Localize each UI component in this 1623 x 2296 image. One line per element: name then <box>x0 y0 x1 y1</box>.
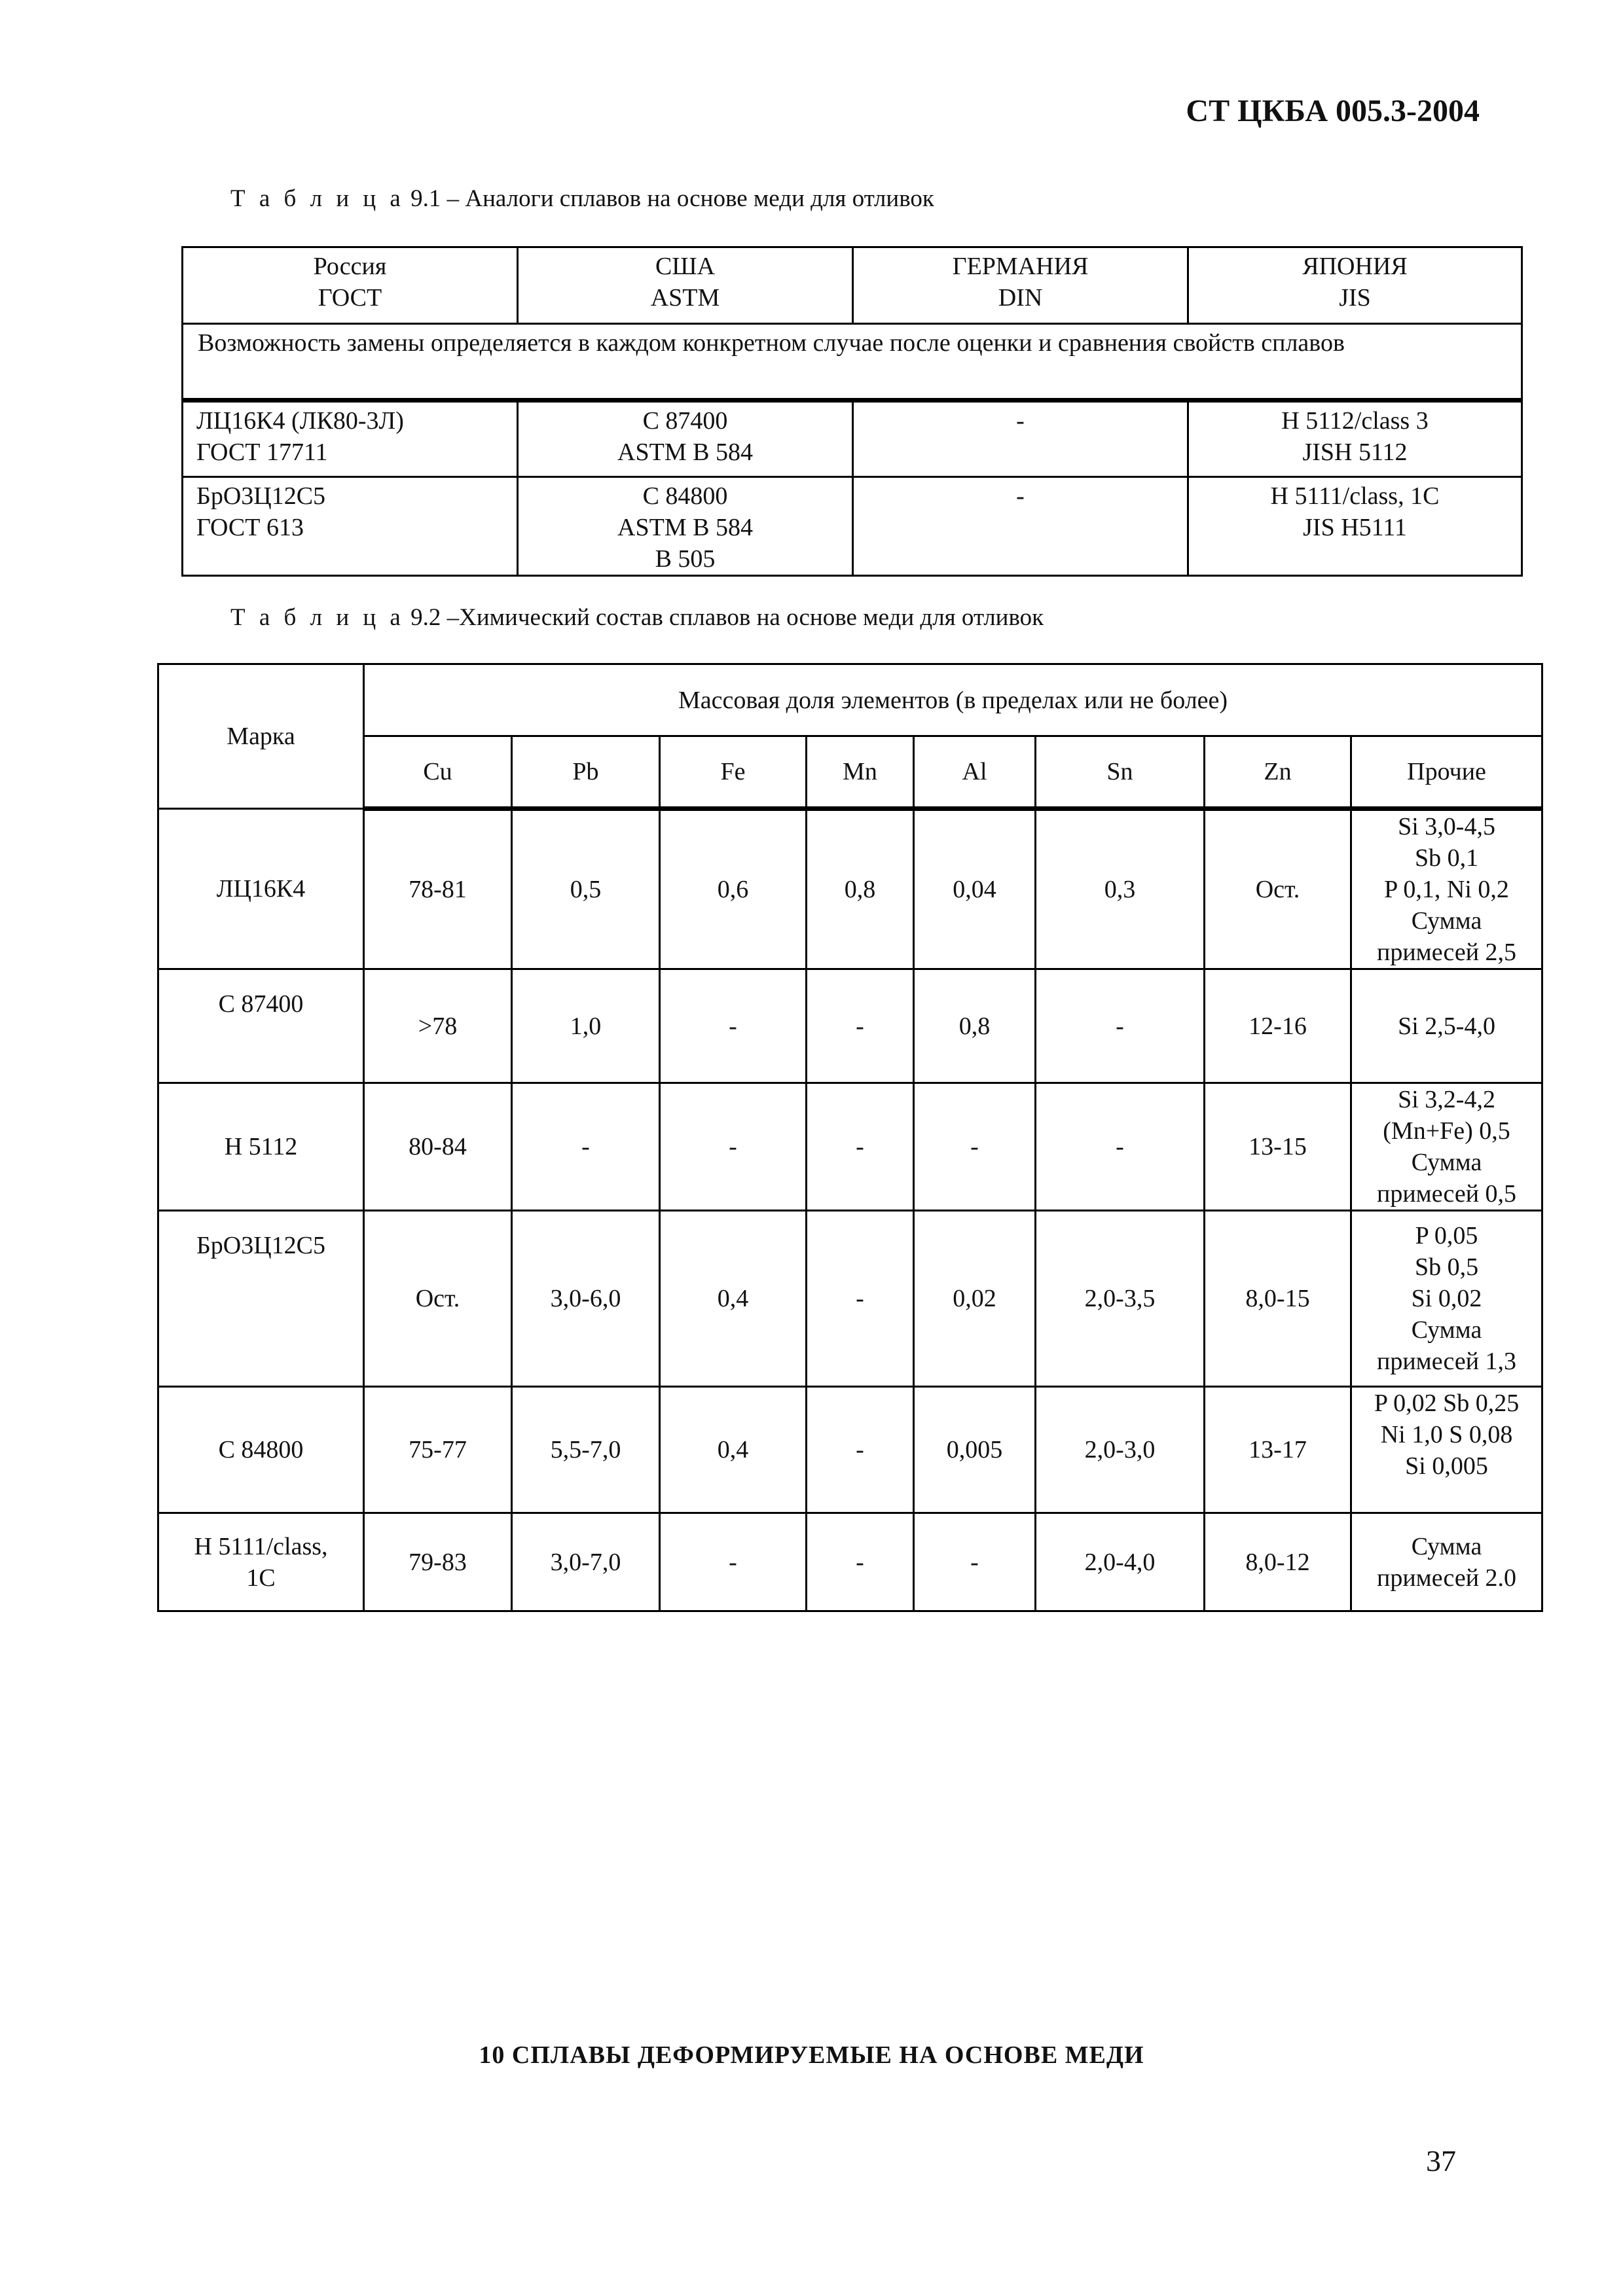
cell-zn: 8,0-15 <box>1205 1211 1351 1387</box>
cell-germany: - <box>853 477 1188 576</box>
cell-fe: 0,6 <box>660 809 807 969</box>
cell-germany: - <box>853 401 1188 477</box>
cell-other: Сумма примесей 2.0 <box>1351 1513 1542 1611</box>
cell-cu: 78-81 <box>364 809 512 969</box>
cell-zn: 12-16 <box>1205 969 1351 1083</box>
cell-mn: - <box>807 1083 914 1211</box>
document-code: СТ ЦКБА 005.3-2004 <box>1186 94 1480 128</box>
cell-pb: 0,5 <box>512 809 660 969</box>
table-header-row <box>158 736 1542 809</box>
cell-al: 0,04 <box>914 809 1036 969</box>
cell-mn: - <box>807 1211 914 1387</box>
table-row <box>158 1083 1542 1211</box>
table2-caption-text: 9.2 –Химический состав сплавов на основе меди для отливок <box>404 604 1044 631</box>
header-cell-usa: США ASTM <box>518 247 853 324</box>
cell-cu: 80-84 <box>364 1083 512 1211</box>
cell-other: Si 3,0-4,5 Sb 0,1 P 0,1, Ni 0,2 Сумма примесей 2,5 <box>1351 809 1542 969</box>
header-cell-mn: Mn <box>807 736 914 809</box>
page-number: 37 <box>1426 2144 1456 2178</box>
analogs-table <box>181 246 1523 577</box>
table-row <box>158 969 1542 1083</box>
table-row <box>183 477 1522 576</box>
cell-pb: - <box>512 1083 660 1211</box>
cell-al: 0,02 <box>914 1211 1036 1387</box>
cell-pb: 3,0-7,0 <box>512 1513 660 1611</box>
note-row <box>183 324 1522 401</box>
cell-fe: - <box>660 969 807 1083</box>
cell-grade: Н 5112 <box>158 1083 364 1211</box>
cell-pb: 1,0 <box>512 969 660 1083</box>
table2-caption-lead: Т а б л и ц а <box>230 604 405 631</box>
table-row <box>158 1387 1542 1513</box>
cell-al: 0,005 <box>914 1387 1036 1513</box>
cell-zn: 8,0-12 <box>1205 1513 1351 1611</box>
cell-mn: 0,8 <box>807 809 914 969</box>
cell-al: - <box>914 1083 1036 1211</box>
header-cell-germany: ГЕРМАНИЯ DIN <box>853 247 1188 324</box>
cell-pb: 5,5-7,0 <box>512 1387 660 1513</box>
cell-sn: 0,3 <box>1036 809 1205 969</box>
header-cell-al: Al <box>914 736 1036 809</box>
cell-cu: >78 <box>364 969 512 1083</box>
replacement-note: Возможность замены определяется в каждом конкретном случае после оценки и сравнения свойств сплавов <box>183 324 1522 401</box>
table-row <box>158 809 1542 969</box>
cell-sn: - <box>1036 969 1205 1083</box>
table-header-row <box>158 664 1542 736</box>
cell-grade: БрО3Ц12С5 <box>158 1211 364 1387</box>
header-cell-pb: Pb <box>512 736 660 809</box>
table-row <box>183 401 1522 477</box>
cell-al: 0,8 <box>914 969 1036 1083</box>
cell-japan: Н 5112/class 3 JISH 5112 <box>1188 401 1522 477</box>
cell-cu: 75-77 <box>364 1387 512 1513</box>
cell-sn: - <box>1036 1083 1205 1211</box>
cell-other: Si 3,2-4,2 (Mn+Fe) 0,5 Сумма примесей 0,5 <box>1351 1083 1542 1211</box>
cell-zn: 13-15 <box>1205 1083 1351 1211</box>
section-heading: 10 СПЛАВЫ ДЕФОРМИРУЕМЫЕ НА ОСНОВЕ МЕДИ <box>479 2041 1144 2069</box>
table-row <box>158 1513 1542 1611</box>
cell-russia: БрО3Ц12С5 ГОСТ 613 <box>183 477 518 576</box>
mass-fraction-header: Массовая доля элементов (в пределах или не более) <box>364 664 1542 736</box>
cell-other: P 0,05 Sb 0,5 Si 0,02 Сумма примесей 1,3 <box>1351 1211 1542 1387</box>
cell-grade: ЛЦ16К4 <box>158 809 364 969</box>
composition-table <box>157 663 1543 1612</box>
header-cell-zn: Zn <box>1205 736 1351 809</box>
cell-mn: - <box>807 1387 914 1513</box>
table2-caption <box>230 603 1044 632</box>
cell-other: Si 2,5-4,0 <box>1351 969 1542 1083</box>
header-cell-sn: Sn <box>1036 736 1205 809</box>
table1-caption <box>230 185 934 213</box>
cell-fe: 0,4 <box>660 1211 807 1387</box>
cell-other: P 0,02 Sb 0,25 Ni 1,0 S 0,08 Si 0,005 <box>1351 1387 1542 1513</box>
cell-grade: С 84800 <box>158 1387 364 1513</box>
cell-cu: Ост. <box>364 1211 512 1387</box>
cell-russia: ЛЦ16К4 (ЛК80-3Л) ГОСТ 17711 <box>183 401 518 477</box>
cell-zn: 13-17 <box>1205 1387 1351 1513</box>
header-cell-fe: Fe <box>660 736 807 809</box>
cell-pb: 3,0-6,0 <box>512 1211 660 1387</box>
table1-caption-text: 9.1 – Аналоги сплавов на основе меди для отливок <box>404 185 934 212</box>
cell-grade: С 87400 <box>158 969 364 1083</box>
cell-mn: - <box>807 1513 914 1611</box>
table1-caption-lead: Т а б л и ц а <box>230 185 405 212</box>
grade-header: Марка <box>158 664 364 809</box>
cell-sn: 2,0-3,5 <box>1036 1211 1205 1387</box>
cell-zn: Ост. <box>1205 809 1351 969</box>
cell-usa: С 84800 ASTM В 584 В 505 <box>518 477 853 576</box>
cell-grade: Н 5111/class, 1С <box>158 1513 364 1611</box>
cell-japan: Н 5111/class, 1С JIS H5111 <box>1188 477 1522 576</box>
cell-mn: - <box>807 969 914 1083</box>
cell-fe: 0,4 <box>660 1387 807 1513</box>
cell-fe: - <box>660 1083 807 1211</box>
table-header-row <box>183 247 1522 324</box>
cell-al: - <box>914 1513 1036 1611</box>
cell-sn: 2,0-4,0 <box>1036 1513 1205 1611</box>
cell-cu: 79-83 <box>364 1513 512 1611</box>
cell-fe: - <box>660 1513 807 1611</box>
header-cell-japan: ЯПОНИЯ JIS <box>1188 247 1522 324</box>
header-cell-cu: Cu <box>364 736 512 809</box>
header-cell-russia: Россия ГОСТ <box>183 247 518 324</box>
header-cell-other: Прочие <box>1351 736 1542 809</box>
cell-usa: С 87400 ASTM В 584 <box>518 401 853 477</box>
cell-sn: 2,0-3,0 <box>1036 1387 1205 1513</box>
table-row <box>158 1211 1542 1387</box>
